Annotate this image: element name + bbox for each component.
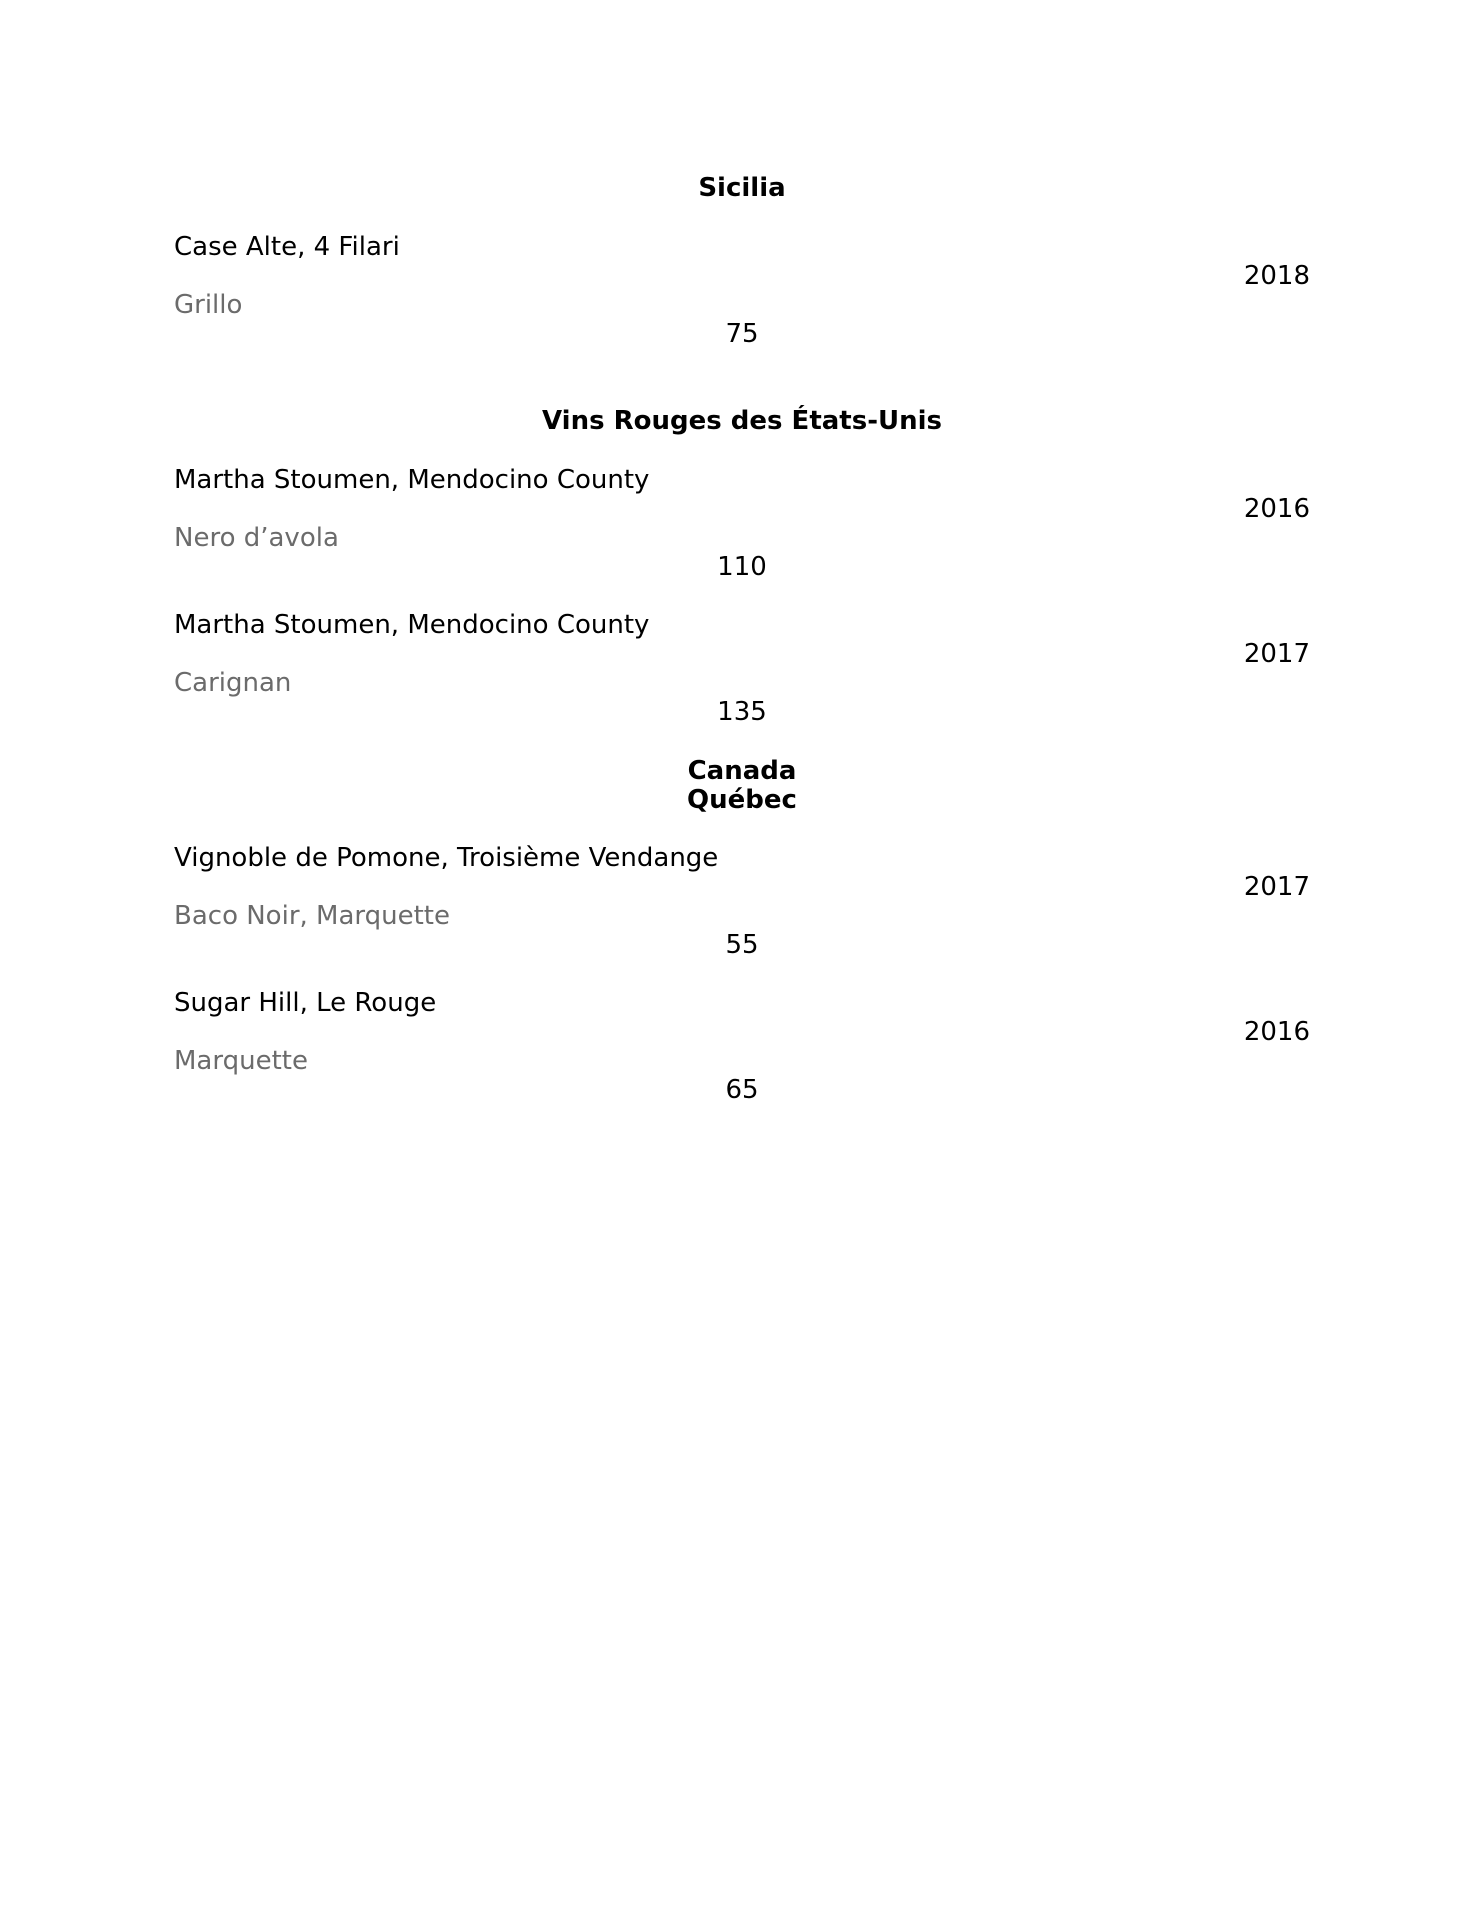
wine-vintage: 2018: [1243, 261, 1310, 291]
section-subheading-quebec: Québec: [687, 785, 797, 815]
section-heading-usa: Vins Rouges des États-Unis: [542, 406, 942, 436]
wine-grape: Grillo: [174, 290, 243, 320]
wine-name: Martha Stoumen, Mendocino County: [174, 610, 650, 640]
wine-vintage: 2017: [1243, 639, 1310, 669]
section-heading-sicilia: Sicilia: [698, 173, 786, 203]
wine-name: Martha Stoumen, Mendocino County: [174, 465, 650, 495]
wine-price: 75: [725, 319, 759, 349]
wine-grape: Carignan: [174, 668, 292, 698]
wine-vintage: 2016: [1243, 1017, 1310, 1047]
wine-name: Vignoble de Pomone, Troisième Vendange: [174, 843, 719, 873]
wine-price: 65: [725, 1075, 759, 1105]
wine-vintage: 2017: [1243, 872, 1310, 902]
wine-price: 110: [717, 552, 767, 582]
wine-grape: Nero d’avola: [174, 523, 339, 553]
wine-grape: Baco Noir, Marquette: [174, 901, 450, 931]
wine-price: 55: [725, 930, 759, 960]
wine-name: Sugar Hill, Le Rouge: [174, 988, 437, 1018]
wine-price: 135: [717, 697, 767, 727]
wine-vintage: 2016: [1243, 494, 1310, 524]
section-heading-canada: Canada: [687, 756, 797, 786]
wine-grape: Marquette: [174, 1046, 308, 1076]
wine-name: Case Alte, 4 Filari: [174, 232, 400, 262]
